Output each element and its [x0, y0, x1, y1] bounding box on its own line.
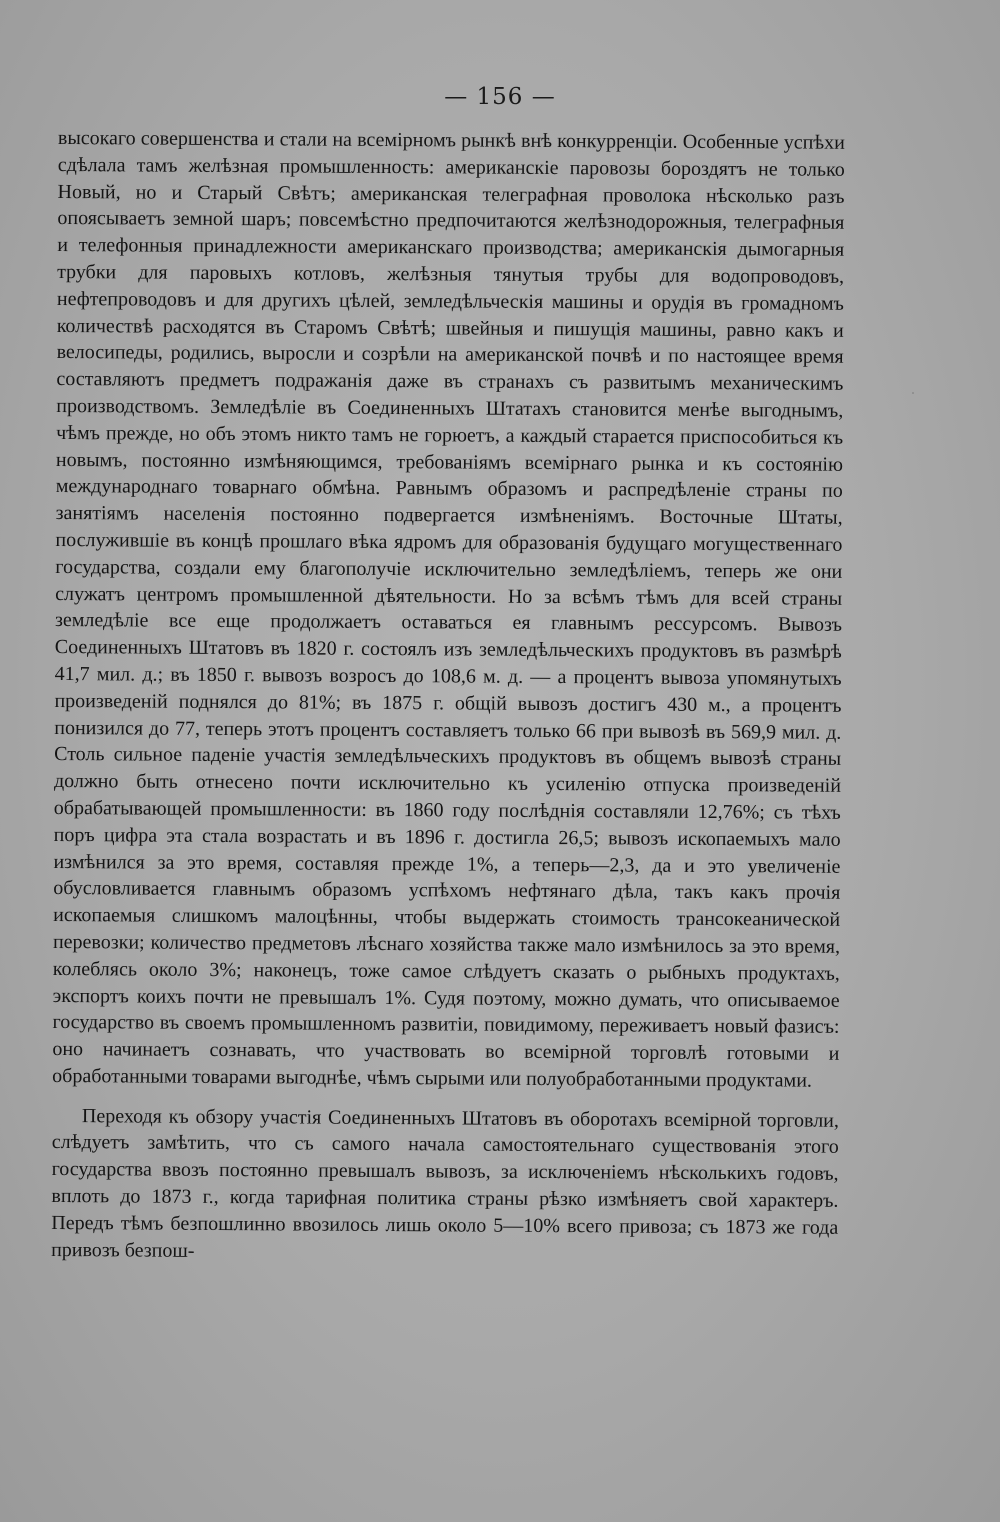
page-number: — 156 — [444, 84, 556, 110]
paragraph-1: высокаго совершенства и стали на всемірномъ рынкѣ внѣ конкурренціи. Особенные успѣхи сдѣлала тамъ желѣзная промышленность: американскіе паровозы бороздятъ не только Новый, но и Старый Свѣтъ; американская телеграфная проволока нѣсколько разъ опоясываетъ земной шаръ; повсемѣстно предпочитаются желѣзнодорожныя, телеграфныя и телефонныя принадлежности американскаго производства; американскія дымогарныя трубки для паровыхъ котловъ, желѣзныя тянутыя трубы для водопроводовъ, нефтепроводовъ и для другихъ цѣлей, земледѣльческія машины и орудія въ громадномъ количествѣ расходятся въ Старомъ Свѣтѣ; швейныя и пишущія машины, равно какъ и велосипеды, родились, выросли и созрѣли на американской почвѣ и по настоящее время составляютъ предметъ подражанія даже въ странахъ съ развитымъ механическимъ производствомъ. Земледѣліе въ Соединенныхъ Штатахъ становится менѣе выгоднымъ, чѣмъ прежде, но объ этомъ никто тамъ не горюетъ, а каждый старается приспособиться къ новымъ, постоянно измѣняющимся, требованіямъ всемірнаго рынка и къ состоянію международнаго товарнаго обмѣна. Равнымъ образомъ и распредѣленіе страны по занятіямъ населенія постоянно подвергается измѣненіямъ. Восточные Штаты, послужившіе въ концѣ прошлаго вѣка ядромъ для образованія будущаго могущественнаго государства, создали ему благополучіе исключительно земледѣліемъ, теперь же они служатъ центромъ промышленной дѣятельности. Но за всѣмъ тѣмъ для всей страны земледѣліе все еще продолжаетъ оставаться ея главнымъ рессурсомъ. Вывозъ Соединенныхъ Штатовъ въ 1820 г. состоялъ изъ земледѣльческихъ продуктовъ въ размѣрѣ 41,7 мил. д.; въ 1850 г. вывозъ возросъ до 108,6 м. д. — а процентъ вывоза упомянутыхъ произведеній поднялся до 81%; въ 1875 г. общій вывозъ достигъ 430 м., а процентъ понизился до 77, теперь этотъ процентъ составляетъ только 66 при вывозѣ въ 569,9 мил. д. Столь сильное паденіе участія земледѣльческихъ продуктовъ въ общемъ вывозѣ страны должно быть отнесено почти исключительно къ усиленію отпуска произведеній обрабатывающей промышленности: въ 1860 году послѣднія составляли 12,76%; съ тѣхъ поръ цифра эта стала возрастать и въ 1896 г. достигла 26,5; вывозъ ископаемыхъ мало измѣнился за это время, составляя прежде 1%, а теперь—2,3, да и это увеличеніе обусловливается главнымъ образомъ успѣхомъ нефтянаго дѣла, такъ какъ прочія ископаемыя слишкомъ малоцѣнны, чтобы выдержать стоимость трансокеанической перевозки; количество предметовъ лѣснаго хозяйства также мало измѣнилось за это время, колеблясь около 3%; наконецъ, тоже самое слѣдуетъ сказать о рыбныхъ продуктахъ, экспортъ коихъ почти не превышалъ 1%. Судя поэтому, можно думать, что описываемое государство въ своемъ промышленномъ развитіи, повидимому, переживаетъ новый фазисъ: оно начинаетъ сознавать, что участвовать во всемірной торговлѣ готовыми и обработанными товарами выгоднѣе, чѣмъ сырыми или полуобработанными продуктами. [52, 126, 845, 1092]
scan-speck [912, 392, 914, 394]
paragraph-2: Переходя къ обзору участія Соединенныхъ Штатовъ въ оборотахъ всемірной торговли, слѣдуетъ замѣтить, что съ самого начала самостоятельнаго существованія этого государства ввозъ постоянно превышалъ вывозъ, за исключеніемъ нѣсколькихъ годовъ, вплоть до 1873 г., когда тарифная политика страны рѣзко измѣняетъ свой характеръ. Передъ тѣмъ безпошлинно ввозилось лишь около 5—10% всего привоза; съ 1873 же года привозъ безпош- [51, 1104, 840, 1262]
scan-speck [604, 1196, 607, 1199]
page-body [51, 125, 845, 1268]
